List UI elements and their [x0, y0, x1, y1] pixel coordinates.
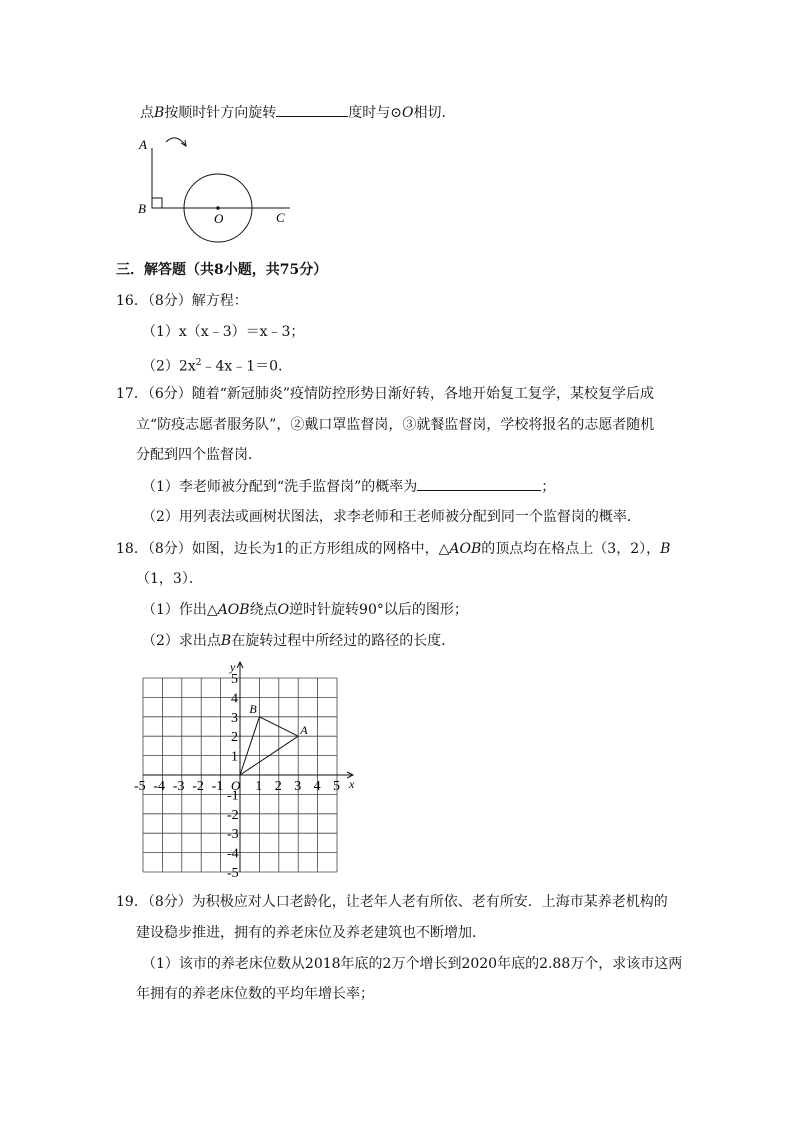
q17-line3: 分配到四个监督岗． — [136, 447, 262, 463]
tick-labels — [134, 672, 340, 880]
q16-part2 — [142, 354, 292, 376]
q15-figure — [130, 132, 300, 252]
triangle-aob — [240, 717, 298, 775]
axes — [143, 660, 355, 872]
q19-part1-line2: 年拥有的养老床位数的平均年增长率； — [136, 986, 374, 1002]
y-axis-label: y — [230, 660, 236, 674]
q15-text-prefix: 点 — [140, 105, 154, 121]
y-tick-label: -4 — [227, 846, 239, 862]
label-c: C — [276, 210, 285, 225]
coordinate-grid-chart — [130, 655, 360, 880]
q16-part1: （1）x（x﹣3）＝x﹣3； — [142, 324, 305, 340]
q16-stem: 16．（8分）解方程： — [116, 293, 248, 309]
q15-answer-blank[interactable] — [276, 104, 348, 117]
origin-label: O — [231, 778, 241, 793]
q16-part2-b: ﹣4x﹣1＝0． — [201, 358, 293, 375]
y-tick-label: 3 — [231, 710, 238, 726]
q18-line1-c: B — [660, 541, 671, 557]
segment-bo — [240, 717, 259, 775]
q18-part2-b: B — [220, 633, 232, 649]
right-angle-mark — [152, 198, 162, 208]
q19-line1: 19．（8分）为积极应对人口老龄化，让老年人老有所依、老有所安．上海市某养老机构的 — [116, 894, 668, 910]
x-tick-label: 5 — [333, 779, 340, 794]
q15-tail-line — [140, 104, 456, 122]
x-tick-label: -5 — [134, 779, 146, 794]
q17-line1: 17．（6分）随着“新冠肺炎”疫情防控形势日渐好转，各地开始复工复学，某校复学后成 — [116, 386, 655, 402]
q18-line1-b: 的顶点均在格点上（3，2）， — [481, 541, 661, 557]
label-o: O — [214, 211, 224, 226]
q18-part2 — [142, 632, 455, 650]
q16-part2-a: （2）2x — [142, 358, 196, 375]
q15-point-b: B — [154, 105, 165, 121]
point-label-a: A — [300, 723, 308, 738]
q18-part1-o: O — [277, 602, 290, 618]
x-tick-label: 2 — [274, 779, 282, 794]
q17-part1-text: （1）李老师被分配到“洗手监督岗”的概率为 — [142, 479, 418, 495]
q18-part2-c: 在旋转过程中所经过的路径的长度． — [231, 633, 456, 649]
point-label-b: B — [249, 701, 257, 716]
q18-part1-tri: AOB — [217, 602, 250, 618]
q18-part1-c: 逆时针旋转90°以后的图形； — [289, 602, 468, 618]
q17-part2: （2）用列表法或画树状图法，求李老师和王老师被分配到同一个监督岗的概率． — [142, 509, 641, 525]
q18-part2-a: （2）求出点 — [142, 633, 221, 649]
x-tick-label: 4 — [313, 779, 321, 794]
x-tick-label: -3 — [172, 779, 185, 794]
label-a: A — [139, 137, 147, 152]
q18-part1 — [142, 601, 468, 619]
x-tick-label: -1 — [211, 779, 224, 794]
y-tick-label: 2 — [231, 730, 238, 746]
y-tick-label: 5 — [231, 672, 238, 687]
q15-text-end: 相切． — [413, 105, 456, 121]
section-heading: 三．解答题（共8小题，共75分） — [116, 262, 328, 278]
q18-line2: （1，3）． — [136, 571, 203, 587]
q18-line1-tri: AOB — [449, 541, 482, 557]
x-tick-label: 3 — [294, 779, 302, 794]
x-axis-label: x — [349, 777, 355, 791]
q16-part2-sup: 2 — [195, 358, 202, 368]
q15-text-mid: 按顺时针方向旋转 — [164, 105, 277, 121]
q18-line1 — [116, 540, 670, 558]
center-point-o — [216, 206, 220, 210]
q17-part1 — [142, 478, 555, 496]
q18-line1-a: 18．（8分）如图，边长为1的正方形组成的网格中，△ — [116, 541, 450, 557]
x-tick-label: 1 — [255, 779, 263, 794]
q17-answer-blank[interactable] — [417, 478, 541, 491]
x-tick-label: -4 — [153, 779, 166, 794]
q17-line2: 立“防疫志愿者服务队”，②戴口罩监督岗，③就餐监督岗，学校将报名的志愿者随机 — [136, 417, 655, 433]
q15-text-suffix: 度时与⊙ — [348, 105, 403, 121]
x-tick-label: -2 — [192, 779, 204, 794]
q17-part1-end: ； — [541, 479, 556, 495]
q18-part1-b: 绕点 — [249, 602, 278, 618]
q18-part1-a: （1）作出△ — [142, 602, 218, 618]
q19-part1-line1: （1）该市的养老床位数从2018年底的2万个增长到2020年底的2.88万个，求该市这两 — [142, 956, 683, 972]
y-tick-label: -3 — [227, 827, 239, 843]
q19-line2: 建设稳步推进，拥有的养老床位及养老建筑也不断增加． — [136, 925, 486, 941]
label-b: B — [138, 201, 146, 216]
y-tick-label: 1 — [231, 749, 238, 765]
y-tick-label: -2 — [227, 807, 239, 823]
y-tick-label: -1 — [227, 788, 239, 804]
y-tick-label: 4 — [231, 691, 238, 707]
q15-circle-o: O — [402, 105, 414, 121]
y-tick-label: -5 — [227, 866, 239, 880]
